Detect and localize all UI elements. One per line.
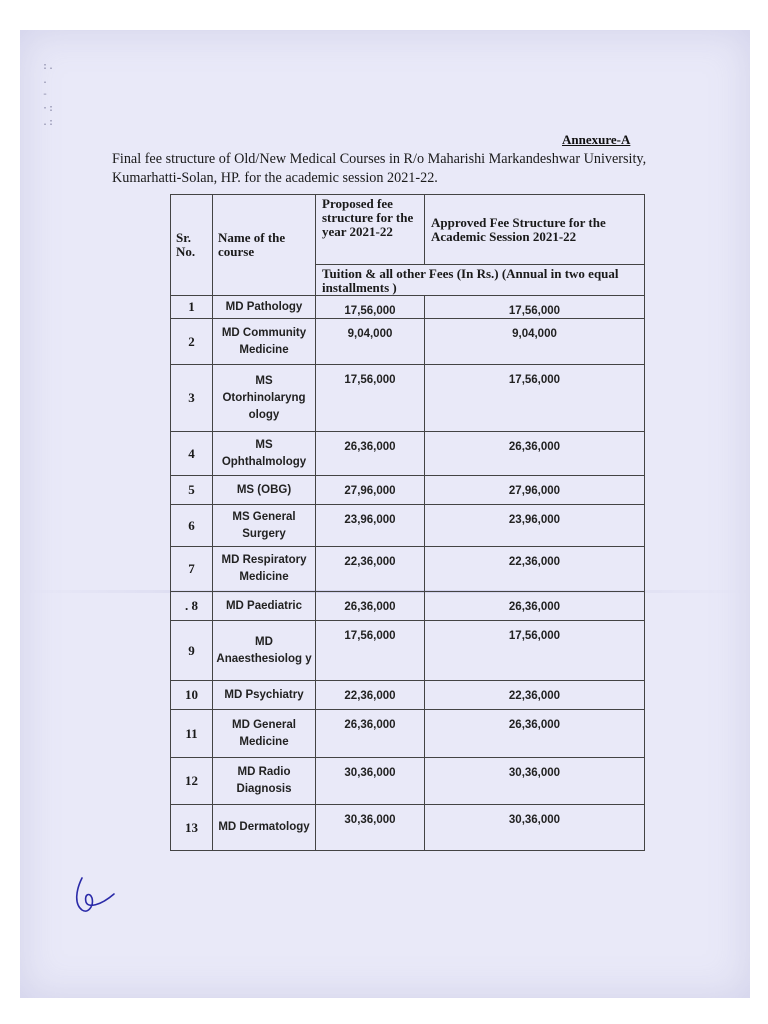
header-course-name: Name of the course: [213, 195, 316, 296]
row-approved-fee: 23,96,000: [425, 505, 645, 547]
row-sr-no: 2: [171, 319, 213, 365]
row-approved-fee: 17,56,000: [425, 296, 645, 319]
row-sr-no: 11: [171, 710, 213, 758]
row-course-name: MD Respiratory Medicine: [213, 547, 316, 592]
table-row: [171, 365, 645, 432]
table-row: [171, 296, 645, 319]
row-proposed-fee: 30,36,000: [316, 758, 425, 805]
fee-structure-table: [170, 194, 645, 851]
row-sr-no: 3: [171, 365, 213, 432]
row-course-name: MD Dermatology: [213, 805, 316, 851]
row-approved-fee: 26,36,000: [425, 432, 645, 476]
row-approved-fee: 22,36,000: [425, 547, 645, 592]
table-row: [171, 505, 645, 547]
table-body: [171, 296, 645, 851]
row-sr-no: 4: [171, 432, 213, 476]
table-row: [171, 319, 645, 365]
row-sr-no: 12: [171, 758, 213, 805]
row-sr-no: 10: [171, 681, 213, 710]
table-row: [171, 805, 645, 851]
row-approved-fee: 9,04,000: [425, 319, 645, 365]
header-approved-fee: Approved Fee Structure for the Academic Session 2021-22: [425, 195, 645, 265]
row-proposed-fee: 22,36,000: [316, 547, 425, 592]
row-course-name: MD General Medicine: [213, 710, 316, 758]
row-sr-no: 6: [171, 505, 213, 547]
row-course-name: MD Psychiatry: [213, 681, 316, 710]
row-course-name: MD Anaesthesiolog y: [213, 621, 316, 681]
row-approved-fee: 17,56,000: [425, 621, 645, 681]
row-proposed-fee: 26,36,000: [316, 592, 425, 621]
row-course-name: MS Ophthalmology: [213, 432, 316, 476]
row-proposed-fee: 26,36,000: [316, 432, 425, 476]
row-proposed-fee: 9,04,000: [316, 319, 425, 365]
row-course-name: MS (OBG): [213, 476, 316, 505]
row-course-name: MD Pathology: [213, 296, 316, 319]
table-row: [171, 621, 645, 681]
row-approved-fee: 22,36,000: [425, 681, 645, 710]
row-proposed-fee: 17,56,000: [316, 296, 425, 319]
row-sr-no: 1: [171, 296, 213, 319]
scan-specks: :. . - ·: .:: [42, 61, 55, 128]
table-row: [171, 710, 645, 758]
row-proposed-fee: 27,96,000: [316, 476, 425, 505]
row-proposed-fee: 22,36,000: [316, 681, 425, 710]
row-approved-fee: 26,36,000: [425, 710, 645, 758]
intro-paragraph: Final fee structure of Old/New Medical Courses in R/o Maharishi Markandeshwar University, Kumarhatti-Solan, HP. for the academic session 2021-22.: [112, 151, 647, 186]
row-approved-fee: 27,96,000: [425, 476, 645, 505]
row-course-name: MS Otorhinolaryng ology: [213, 365, 316, 432]
row-course-name: MD Paediatric: [213, 592, 316, 621]
row-proposed-fee: 23,96,000: [316, 505, 425, 547]
row-approved-fee: 17,56,000: [425, 365, 645, 432]
row-course-name: MD Radio Diagnosis: [213, 758, 316, 805]
header-tuition-note: Tuition & all other Fees (In Rs.) (Annual in two equal installments ): [316, 265, 645, 296]
row-sr-no: 9: [171, 621, 213, 681]
annexure-label: Annexure-A: [562, 132, 631, 147]
table-row: [171, 681, 645, 710]
row-course-name: MD Community Medicine: [213, 319, 316, 365]
row-proposed-fee: 17,56,000: [316, 621, 425, 681]
table-row: [171, 476, 645, 505]
header-sr-no: Sr. No.: [171, 195, 213, 296]
header-proposed-fee: Proposed fee structure for the year 2021-22: [316, 195, 425, 265]
row-sr-no: . 8: [171, 592, 213, 621]
row-course-name: MS General Surgery: [213, 505, 316, 547]
table-row: [171, 432, 645, 476]
row-approved-fee: 30,36,000: [425, 758, 645, 805]
table-row: [171, 547, 645, 592]
row-approved-fee: 26,36,000: [425, 592, 645, 621]
table-row: [171, 758, 645, 805]
row-proposed-fee: 26,36,000: [316, 710, 425, 758]
table-row: [171, 592, 645, 621]
row-proposed-fee: 30,36,000: [316, 805, 425, 851]
table-header-row: [171, 195, 645, 265]
row-sr-no: 5: [171, 476, 213, 505]
row-sr-no: 7: [171, 547, 213, 592]
row-approved-fee: 30,36,000: [425, 805, 645, 851]
signature-mark: [70, 870, 130, 920]
row-sr-no: 13: [171, 805, 213, 851]
row-proposed-fee: 17,56,000: [316, 365, 425, 432]
